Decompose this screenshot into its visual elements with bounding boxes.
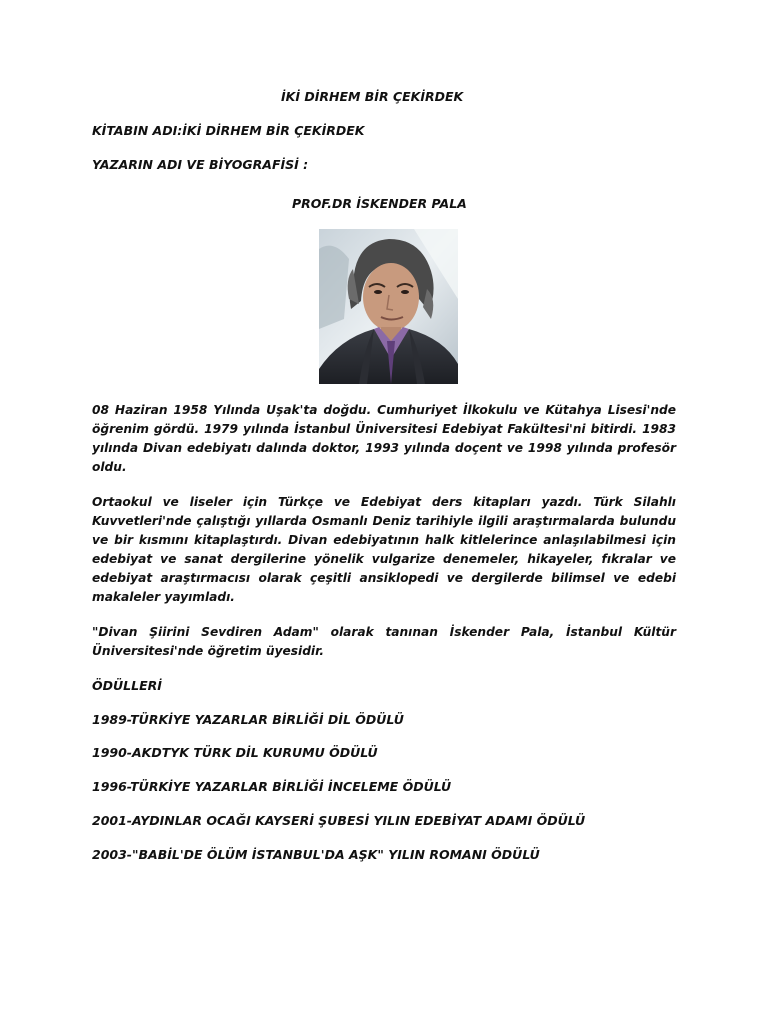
award-item: 2001-AYDINLAR OCAĞI KAYSERİ ŞUBESİ YILIN EDEBİYAT ADAMI ÖDÜLÜ bbox=[92, 813, 586, 828]
author-heading: YAZARIN ADI VE BİYOGRAFİSİ : bbox=[92, 157, 309, 172]
biography-paragraph-2: Ortaokul ve liseler için Türkçe ve Edebiyat ders kitapları yazdı. Türk Silahlı Kuvvetleri'nde çalıştığı yıllarda Osmanlı Deniz tarihiyle ilgili araştırmalarda bulundu ve bir kısmını kitaplaştırdı. Divan edebiyatının halk kitlelerince anlaşılabilmesi için edebiyat ve sanat dergilerine yönelik vulgarize denemeler, hikayeler, fıkralar ve edebiyat araştırmacısı olarak çeşitli ansiklopedi ve dergilerde bilimsel ve edebi makaleler yayımladı. bbox=[92, 495, 676, 604]
biography-paragraph-3: "Divan Şiirini Sevdiren Adam" olarak tanınan İskender Pala, İstanbul Kültür Üniversitesi'nde öğretim üyesidir. bbox=[92, 625, 676, 658]
awards-heading: ÖDÜLLERİ bbox=[92, 678, 162, 693]
author-portrait-photo bbox=[319, 229, 458, 384]
award-item: 1990-AKDTYK TÜRK DİL KURUMU ÖDÜLÜ bbox=[92, 745, 378, 760]
award-item: 1996-TÜRKİYE YAZARLAR BİRLİĞİ İNCELEME ÖDÜLÜ bbox=[92, 779, 452, 794]
award-item: 2003-"BABİL'DE ÖLÜM İSTANBUL'DA AŞK" YILIN ROMANI ÖDÜLÜ bbox=[92, 847, 540, 862]
biography-paragraph-1: 08 Haziran 1958 Yılında Uşak'ta doğdu. Cumhuriyet İlkokulu ve Kütahya Lisesi'nde öğrenim gördü. 1979 yılında İstanbul Üniversitesi Edebiyat Fakültesi'ni bitirdi. 1983 yılında Divan edebiyatı dalında doktor, 1993 yılında doçent ve 1998 yılında profesör oldu. bbox=[92, 403, 676, 474]
document-title: İKİ DİRHEM BİR ÇEKİRDEK bbox=[281, 89, 464, 104]
book-name-line: KİTABIN ADI:İKİ DİRHEM BİR ÇEKİRDEK bbox=[92, 123, 365, 138]
award-item: 1989-TÜRKİYE YAZARLAR BİRLİĞİ DİL ÖDÜLÜ bbox=[92, 712, 404, 727]
author-name: PROF.DR İSKENDER PALA bbox=[292, 196, 467, 211]
